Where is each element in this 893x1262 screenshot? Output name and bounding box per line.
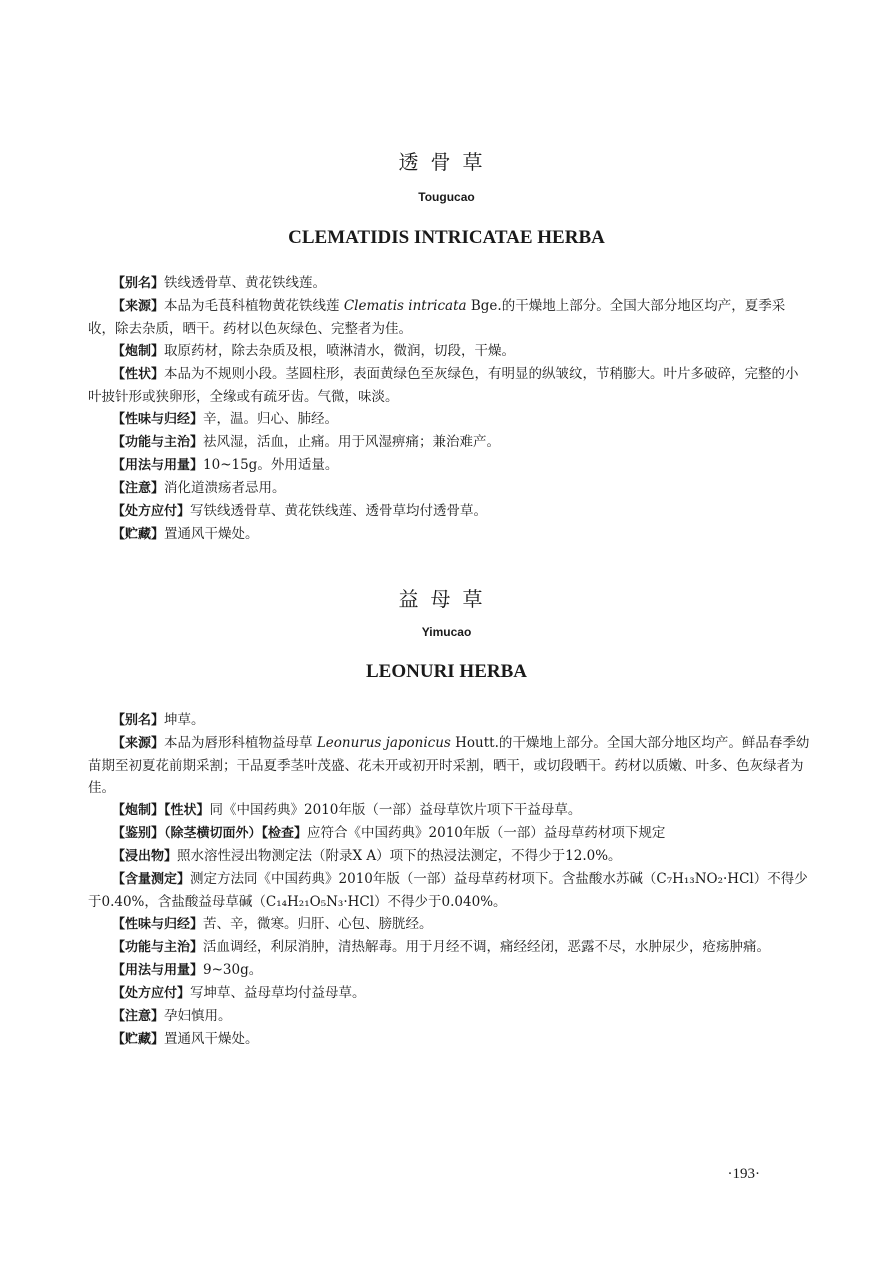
section-label: 【功能与主治】 — [112, 940, 204, 955]
section-label: 【含量测定】 — [112, 872, 191, 887]
section-text: 应符合《中国药典》2010年版（一部）益母草药材项下规定 — [307, 825, 666, 841]
section-text: Houtt.的干燥地上部分。全国大部分地区均产。鲜品春季幼苗期至初夏花前期采割；干品夏季茎叶茂盛、花未开或初开时采割，晒干，或切段晒干。药材以质嫩、叶多、色灰绿者为佳。 — [88, 735, 810, 796]
assay-paragraph — [88, 868, 811, 913]
processing-description-paragraph — [88, 799, 811, 822]
entry-body-yimucao — [88, 709, 811, 1051]
section-text: 同《中国药典》2010年版（一部）益母草饮片项下干益母草。 — [209, 802, 582, 818]
section-label: 【性状】 — [112, 367, 165, 382]
section-text: 测定方法同《中国药典》2010年版（一部）益母草药材项下。含盐酸水苏碱（C₇H₁₃NO₂·HCl）不得少于0.40%，含盐酸益母草碱（C₁₄H₂₁O₅N₃·HCl）不得少于0.040%。 — [88, 871, 808, 910]
section-label: 【来源】 — [112, 299, 165, 314]
section-label: 【处方应付】 — [112, 986, 191, 1001]
latin-species-name: Leonurus japonicus — [316, 735, 451, 751]
function-indication-paragraph — [88, 431, 811, 454]
section-label: 【别名】 — [112, 713, 165, 728]
alias-paragraph — [88, 272, 811, 295]
section-label: 【处方应付】 — [112, 504, 191, 519]
section-label: 【注意】 — [112, 481, 165, 496]
section-label: 【来源】 — [112, 736, 165, 751]
entry-title-chinese: 透骨草 — [398, 150, 495, 174]
alias-paragraph — [88, 709, 811, 732]
section-label: 【贮藏】 — [112, 1032, 165, 1047]
section-text: 本品为唇形科植物益母草 — [164, 735, 313, 751]
section-text: 9~30g。 — [203, 962, 263, 978]
section-text: 消化道溃疡者忌用。 — [164, 480, 286, 496]
section-text: 写坤草、益母草均付益母草。 — [190, 985, 366, 1001]
entry-title-latin: LEONURI HERBA — [366, 661, 527, 682]
section-label: 【用法与用量】 — [112, 458, 204, 473]
section-text: 活血调经，利尿消肿，清热解毒。用于月经不调，痛经经闭，恶露不尽，水肿尿少，疮疡肿痛。 — [203, 939, 771, 955]
section-label: 【注意】 — [112, 1009, 165, 1024]
entry-title-chinese: 益母草 — [398, 587, 495, 611]
caution-paragraph — [88, 1005, 811, 1028]
section-text: 祛风湿，活血，止痛。用于风湿痹痛；兼治难产。 — [203, 434, 501, 450]
entry-body-tougucao — [88, 272, 811, 546]
dosage-paragraph — [88, 454, 811, 477]
section-text: 10~15g。外用适量。 — [203, 457, 339, 473]
section-label: 【炮制】 — [112, 344, 165, 359]
section-text: 取原药材，除去杂质及根，喷淋清水，微润，切段，干燥。 — [164, 343, 516, 359]
source-paragraph — [88, 295, 811, 340]
identification-test-paragraph — [88, 822, 811, 845]
entry-title-pinyin: Tougucao — [418, 190, 475, 204]
section-label: 【性味与归经】 — [112, 917, 204, 932]
section-text: 本品为不规则小段。茎圆柱形，表面黄绿色至灰绿色，有明显的纵皱纹，节稍膨大。叶片多破碎，完整的小叶披针形或狭卵形，全缘或有疏牙齿。气微，味淡。 — [88, 366, 799, 405]
section-label: 【贮藏】 — [112, 527, 165, 542]
caution-paragraph — [88, 477, 811, 500]
extractives-paragraph — [88, 845, 811, 868]
prescription-paragraph — [88, 500, 811, 523]
section-text: 辛，温。归心、肺经。 — [203, 411, 339, 427]
section-label: 【用法与用量】 — [112, 963, 204, 978]
section-text: Bge.的干燥地上部分。全国大部分地区均产，夏季采收，除去杂质，晒干。药材以色灰绿色、完整者为佳。 — [88, 298, 786, 337]
function-indication-paragraph — [88, 936, 811, 959]
storage-paragraph — [88, 1028, 811, 1051]
entry-title-pinyin: Yimucao — [421, 625, 472, 639]
section-text: 孕妇慎用。 — [164, 1008, 232, 1024]
dosage-paragraph — [88, 959, 811, 982]
storage-paragraph — [88, 523, 811, 546]
section-text: 写铁线透骨草、黄花铁线莲、透骨草均付透骨草。 — [190, 503, 488, 519]
section-text: 坤草。 — [164, 712, 205, 728]
section-text: 铁线透骨草、黄花铁线莲。 — [164, 275, 327, 291]
prescription-paragraph — [88, 982, 811, 1005]
section-text: 置通风干燥处。 — [164, 1031, 259, 1047]
processing-paragraph — [88, 340, 811, 363]
nature-meridian-paragraph — [88, 408, 811, 431]
section-text: 照水溶性浸出物测定法（附录Ⅹ A）项下的热浸法测定，不得少于12.0%。 — [177, 848, 622, 864]
page-number: ·193· — [727, 1166, 760, 1182]
entry-title-latin: CLEMATIDIS INTRICATAE HERBA — [288, 227, 605, 248]
nature-meridian-paragraph — [88, 913, 811, 936]
latin-species-name: Clematis intricata — [343, 298, 467, 314]
section-label: 【鉴别】（除茎横切面外）【检查】 — [112, 826, 308, 841]
section-text: 本品为毛茛科植物黄花铁线莲 — [164, 298, 340, 314]
section-label: 【性味与归经】 — [112, 412, 204, 427]
section-text: 置通风干燥处。 — [164, 526, 259, 542]
section-label: 【别名】 — [112, 276, 165, 291]
section-label: 【功能与主治】 — [112, 435, 204, 450]
section-label: 【炮制】【性状】 — [112, 803, 210, 818]
section-label: 【浸出物】 — [112, 849, 178, 864]
section-text: 苦、辛，微寒。归肝、心包、膀胱经。 — [203, 916, 433, 932]
source-paragraph — [88, 732, 811, 799]
description-paragraph — [88, 363, 811, 408]
